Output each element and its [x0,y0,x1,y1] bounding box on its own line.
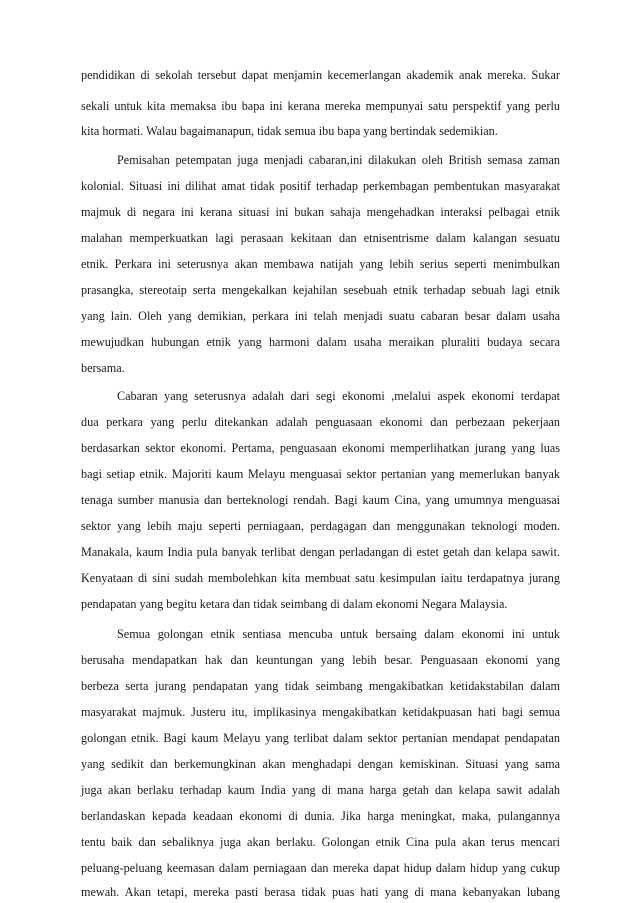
text-line: dua perkara yang perlu ditekankan adalah penguasaan ekonomi dan perbezaan pekerjaan [81,415,560,429]
text-line: peluang-peluang keemasan dalam perniagaan dan mereka dapat hidup dalam hidup yang cukup [81,861,560,875]
text-line: berbeza serta jurang pendapatan yang tidak seimbang mengakibatkan ketidakstabilan dalam [81,679,560,693]
text-line: yang lain. Oleh yang demikian, perkara ini telah menjadi suatu cabaran besar dalam usaha [81,309,560,323]
text-line: berusaha mendapatkan hak dan keuntungan yang lebih besar. Penguasaan ekonomi yang [81,653,560,667]
text-line: golongan etnik. Bagi kaum Melayu yang terlibat dalam sektor pertanian mendapat pendapatan [81,731,560,745]
text-line: berdasarkan sektor ekonomi. Pertama, penguasaan ekonomi memperlihatkan jurang yang luas [81,441,560,455]
text-line: etnik. Perkara ini seterusnya akan membawa natijah yang lebih serius seperti menimbulkan [81,257,560,271]
text-line: prasangka, stereotaip serta mengekalkan kejahilan sesebuah etnik terhadap sebuah lagi etnik [81,283,560,297]
text-line: pendidikan di sekolah tersebut dapat menjamin kecemerlangan akademik anak mereka. Sukar [81,68,560,82]
text-line: yang sedikit dan berkemungkinan akan menghadapi dengan kemiskinan. Situasi yang sama [81,757,560,771]
text-line: pendapatan yang begitu ketara dan tidak seimbang di dalam ekonomi Negara Malaysia. [81,597,508,611]
text-line: tentu baik dan sebaliknya juga akan berlaku. Golongan etnik Cina pula akan terus mencari [81,835,560,849]
text-line: juga akan berlaku terhadap kaum India yang di mana harga getah dan kelapa sawit adalah [81,783,560,797]
text-line: kita hormati. Walau bagaimanapun, tidak semua ibu bapa yang bertindak sedemikian. [81,124,498,138]
text-line: tenaga sumber manusia dan berteknologi rendah. Bagi kaum Cina, yang umumnya menguasai [81,493,560,507]
paragraph-first-line: Cabaran yang seterusnya adalah dari segi ekonomi ,melalui aspek ekonomi terdapat [117,389,560,403]
text-line: mewujudkan hubungan etnik yang harmoni dalam usaha meraikan pluraliti budaya secara [81,335,560,349]
paragraph-first-line: Semua golongan etnik sentiasa mencuba untuk bersaing dalam ekonomi ini untuk [117,627,560,641]
text-line: sektor yang lebih maju seperti perniagaan, perdagagan dan menggunakan teknologi moden. [81,519,560,533]
text-line: bersama. [81,361,125,375]
text-line: bagi setiap etnik. Majoriti kaum Melayu menguasai sektor pertanian yang memerlukan banyak [81,467,560,481]
text-line: Kenyataan di sini sudah membolehkan kita membuat satu kesimpulan iaitu terdapatnya jurang [81,571,560,585]
text-line: mewah. Akan tetapi, mereka pasti berasa tidak puas hati yang di mana kebanyakan lubang [81,885,560,899]
paragraph-first-line: Pemisahan petempatan juga menjadi cabaran,ini dilakukan oleh British semasa zaman [117,153,560,167]
text-line: Manakala, kaum India pula banyak terlibat dengan perladangan di estet getah dan kelapa sawit. [81,545,560,559]
text-line: berlandaskan kepada keadaan ekonomi di dunia. Jika harga meningkat, maka, pulangannya [81,809,560,823]
text-line: sekali untuk kita memaksa ibu bapa ini kerana mereka mempunyai satu perspektif yang perlu [81,99,560,113]
text-line: malahan memperkuatkan lagi perasaan kekitaan dan etnisentrisme dalam kalangan sesuatu [81,231,560,245]
text-line: masyarakat majmuk. Justeru itu, implikasinya mengakibatkan ketidakpuasan hati bagi semua [81,705,560,719]
text-line: majmuk di negara ini kerana situasi ini bukan sahaja mengehadkan interaksi pelbagai etnik [81,205,560,219]
text-line: kolonial. Situasi ini dilihat amat tidak positif terhadap perkembagan pembentukan masyarakat [81,179,560,193]
